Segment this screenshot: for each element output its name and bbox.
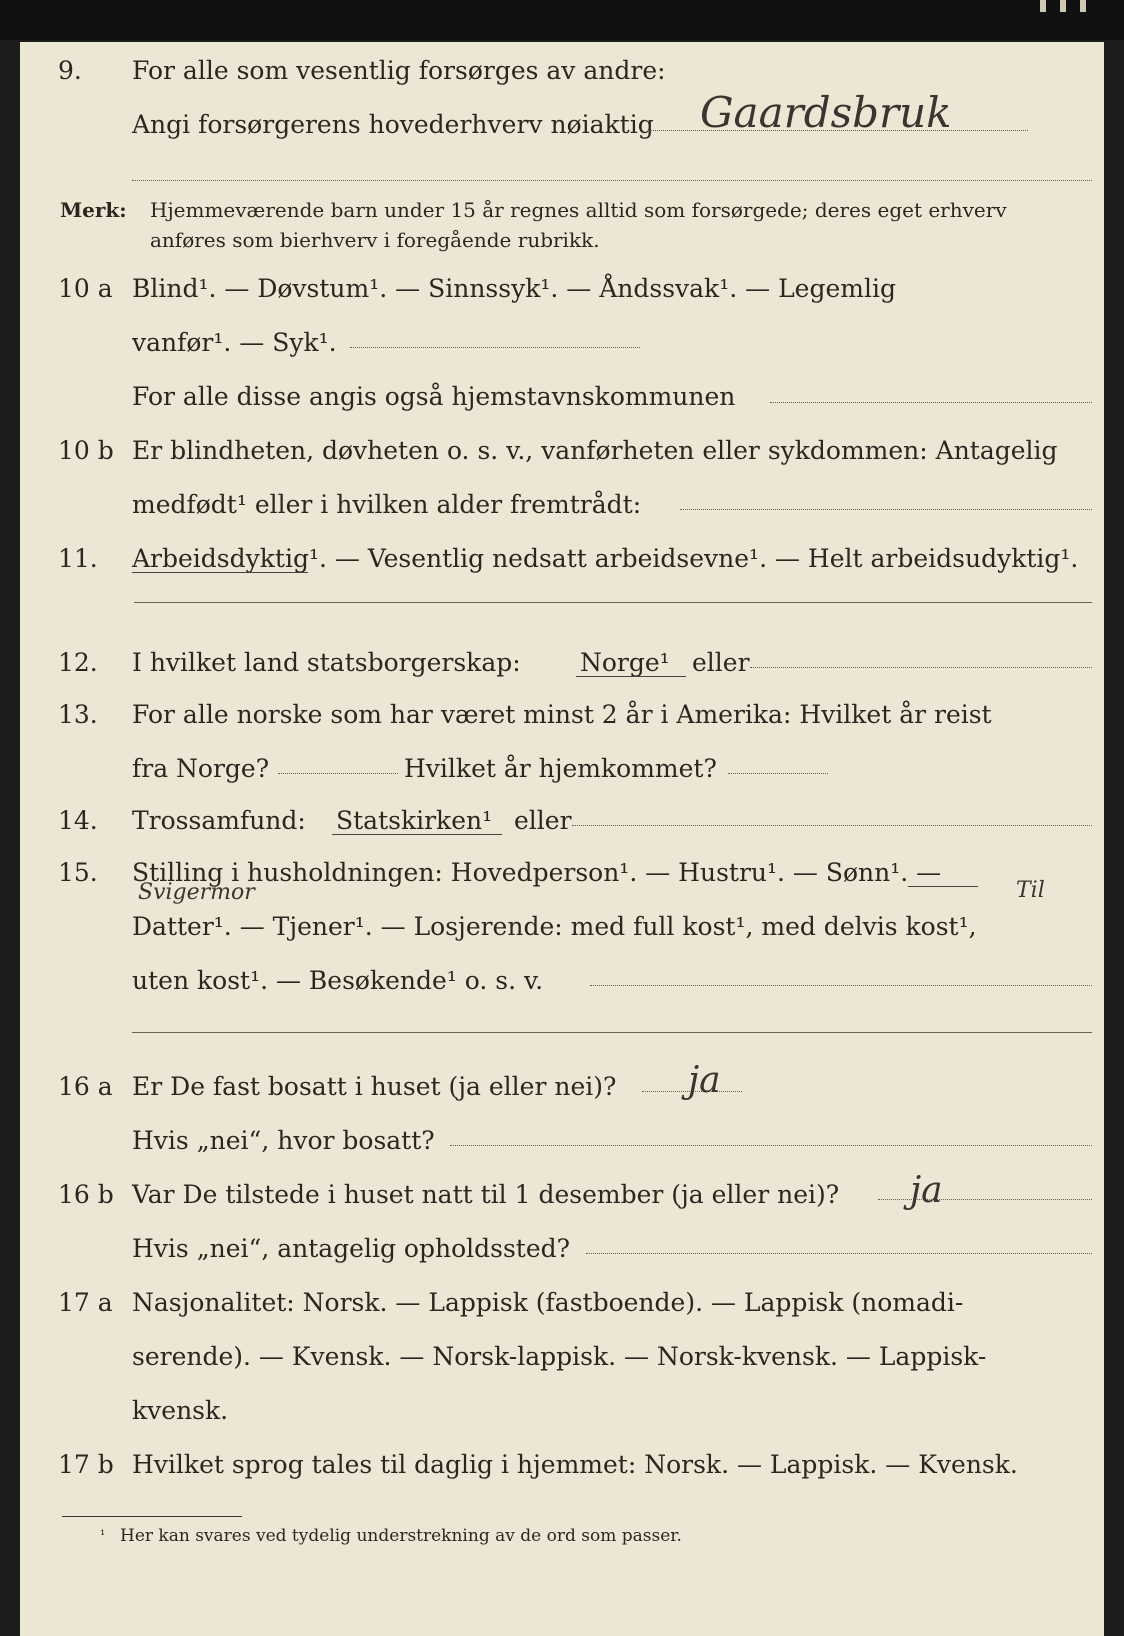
q17a-number: 17 a — [58, 1288, 113, 1317]
q13-line2b: Hvilket år hjemkommet? — [404, 754, 717, 783]
q16b-line1: Var De tilstede i huset natt til 1 desember (ja eller nei)? — [132, 1180, 840, 1209]
q10b-number: 10 b — [58, 436, 114, 465]
q15-fill — [590, 985, 1092, 986]
q10a-line2: vanfør¹. — Syk¹. — [132, 328, 337, 357]
q12-norge: Norge¹ — [580, 648, 670, 677]
q13-number: 13. — [58, 700, 98, 729]
q13-fill-b — [728, 773, 828, 774]
q14-stats: Statskirken¹ — [336, 806, 493, 835]
q10a-number: 10 a — [58, 274, 113, 303]
q10b-line2: medfødt¹ eller i hvilken alder fremtrådt: — [132, 490, 642, 519]
merk-line2: anføres som bierhverv i foregående rubrikk. — [150, 228, 600, 252]
q15-line3: uten kost¹. — Besøkende¹ o. s. v. — [132, 966, 544, 995]
q9-line1: For alle som vesentlig forsørges av andre: — [132, 56, 666, 85]
q15-rule — [132, 1032, 1092, 1033]
q15-hand2: Til — [1016, 878, 1045, 903]
q9-number: 9. — [58, 56, 82, 85]
scan-border-top — [0, 0, 1124, 40]
q17b-line1: Hvilket sprog tales til daglig i hjemmet: Norsk. — Lappisk. — Kvensk. — [132, 1450, 1018, 1479]
q15-underline — [908, 886, 978, 887]
q12-eller: eller — [692, 648, 750, 677]
q13-fill-a — [278, 773, 398, 774]
q16b-line2: Hvis „nei“, antagelig opholdssted? — [132, 1234, 571, 1263]
q17a-line1: Nasjonalitet: Norsk. — Lappisk (fastboende). — Lappisk (nomadi- — [132, 1288, 964, 1317]
footnote-text: Her kan svares ved tydelig understrekning av de ord som passer. — [120, 1526, 682, 1546]
q13-line1: For alle norske som har været minst 2 år i Amerika: Hvilket år reist — [132, 700, 992, 729]
q15-line1: Stilling i husholdningen: Hovedperson¹. — Hustru¹. — Sønn¹. — — [132, 858, 942, 887]
q16b-fill2 — [586, 1253, 1092, 1254]
census-form-page — [20, 42, 1104, 1636]
q12-line1: I hvilket land statsborgerskap: — [132, 648, 521, 677]
q16b-number: 16 b — [58, 1180, 114, 1209]
q14-eller: eller — [514, 806, 572, 835]
q17a-line2: serende). — Kvensk. — Norsk-lappisk. — Norsk-kvensk. — Lappisk- — [132, 1342, 987, 1371]
q14-underline — [332, 834, 502, 835]
q14-fill — [572, 825, 1092, 826]
q11-line1: Arbeidsdyktig¹. — Vesentlig nedsatt arbeidsevne¹. — Helt arbeidsudyktig¹. — [132, 544, 1079, 573]
q9-line2: Angi forsørgerens hovederhverv nøiaktig — [132, 110, 654, 139]
q12-number: 12. — [58, 648, 98, 677]
q11-number: 11. — [58, 544, 98, 573]
q16a-line2: Hvis „nei“, hvor bosatt? — [132, 1126, 435, 1155]
merk-label: Merk: — [60, 198, 127, 222]
q10a-line3-fill — [770, 402, 1092, 403]
q11-underline — [132, 572, 308, 573]
footnote-rule — [62, 1516, 242, 1517]
q14-number: 14. — [58, 806, 98, 835]
q15-number: 15. — [58, 858, 98, 887]
q11-rule — [134, 602, 1092, 603]
q10b-line1: Er blindheten, døvheten o. s. v., vanførheten eller sykdommen: Antagelig — [132, 436, 1058, 465]
q15-hand1: Svigermor — [138, 880, 255, 905]
q10a-line2-fill — [350, 347, 640, 348]
q10a-line3: For alle disse angis også hjemstavnskommunen — [132, 382, 736, 411]
q12-underline — [576, 676, 686, 677]
q12-fill — [750, 667, 1092, 668]
q16a-number: 16 a — [58, 1072, 113, 1101]
q16a-answer: ja — [688, 1060, 721, 1101]
q13-line2a: fra Norge? — [132, 754, 270, 783]
q10b-fill — [680, 509, 1092, 510]
merk-line1: Hjemmeværende barn under 15 år regnes alltid som forsørgede; deres eget erhverv — [150, 198, 1007, 222]
q16a-fill2 — [450, 1145, 1092, 1146]
q17a-line3: kvensk. — [132, 1396, 229, 1425]
q15-line2: Datter¹. — Tjener¹. — Losjerende: med full kost¹, med delvis kost¹, — [132, 912, 977, 941]
q9-answer: Gaardsbruk — [700, 88, 952, 137]
q9-extra-line — [132, 180, 1092, 181]
q16b-answer: ja — [910, 1170, 943, 1211]
q16a-line1: Er De fast bosatt i huset (ja eller nei)? — [132, 1072, 617, 1101]
q14-label: Trossamfund: — [132, 806, 306, 835]
q17b-number: 17 b — [58, 1450, 114, 1479]
footnote-mark: ¹ — [100, 1528, 106, 1543]
q10a-line1: Blind¹. — Døvstum¹. — Sinnssyk¹. — Åndssvak¹. — Legemlig — [132, 274, 896, 303]
